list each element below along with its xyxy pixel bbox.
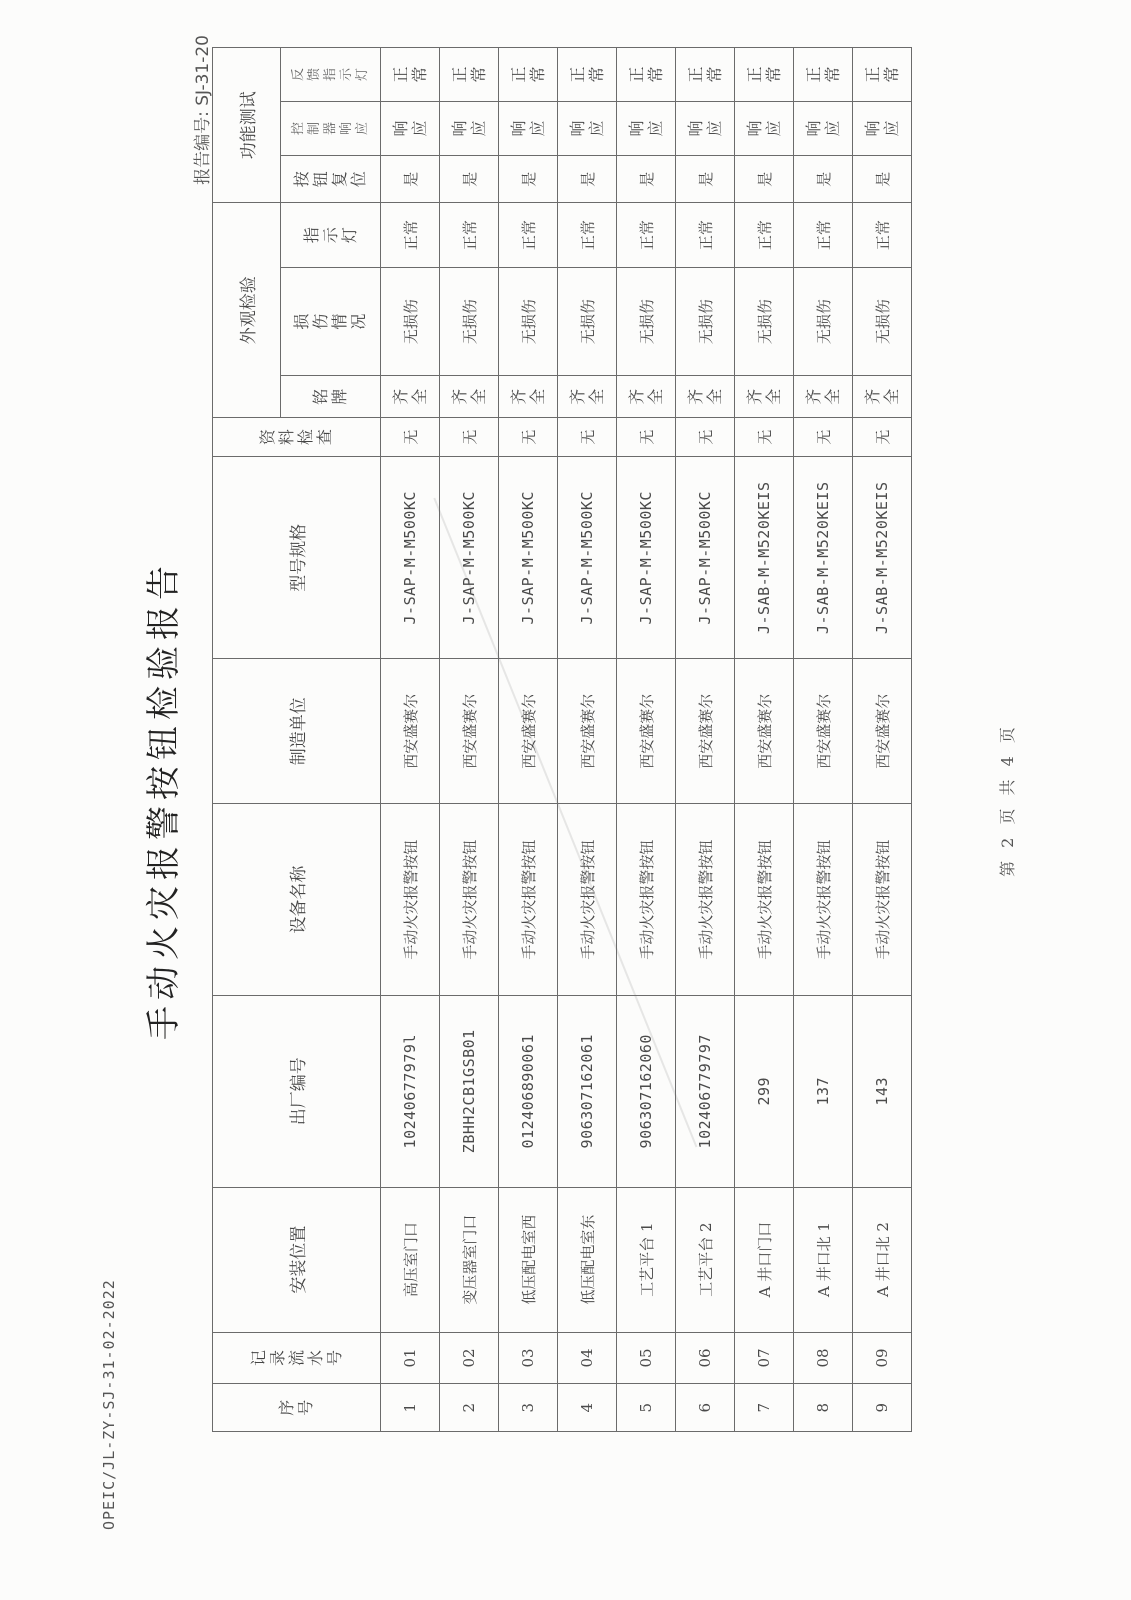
table-row (381, 48, 440, 1432)
table-row (499, 48, 558, 1432)
header-factory-no: 出厂编号 (213, 995, 381, 1187)
cell-nameplate: 齐全 (499, 376, 558, 417)
cell-damage: 无损伤 (853, 267, 912, 376)
cell-nameplate: 齐全 (735, 376, 794, 417)
cell-location: 工艺平台 2 (676, 1187, 735, 1332)
page-number: 第 2 页 共 4 页 (998, 723, 1017, 877)
cell-location: A 井口北 2 (853, 1187, 912, 1332)
cell-button-reset: 是 (381, 155, 440, 203)
cell-indicator: 正常 (735, 203, 794, 267)
cell-indicator: 正常 (558, 203, 617, 267)
cell-location: 工艺平台 1 (617, 1187, 676, 1332)
header-nameplate: 铭牌 (281, 376, 381, 417)
cell-indicator: 正常 (794, 203, 853, 267)
cell-manufacturer: 西安盛赛尔 (381, 659, 440, 804)
cell-model: J-SAP-M-M500KC (617, 457, 676, 659)
cell-manufacturer: 西安盛赛尔 (558, 659, 617, 804)
cell-device-name: 手动火灾报警按钮 (617, 804, 676, 996)
cell-indicator: 正常 (617, 203, 676, 267)
cell-damage: 无损伤 (676, 267, 735, 376)
cell-factory-no: 906307162061 (558, 995, 617, 1187)
cell-damage: 无损伤 (558, 267, 617, 376)
cell-controller-response: 响应 (617, 102, 676, 156)
cell-indicator: 正常 (853, 203, 912, 267)
cell-manufacturer: 西安盛赛尔 (853, 659, 912, 804)
cell-manufacturer: 西安盛赛尔 (617, 659, 676, 804)
cell-seq: 4 (558, 1384, 617, 1432)
cell-button-reset: 是 (853, 155, 912, 203)
cell-indicator: 正常 (381, 203, 440, 267)
cell-docs-check: 无 (853, 417, 912, 456)
header-button-reset: 按钮复位 (281, 155, 381, 203)
cell-device-name: 手动火灾报警按钮 (381, 804, 440, 996)
cell-location: 高压室门口 (381, 1187, 440, 1332)
cell-seq: 8 (794, 1384, 853, 1432)
header-indicator: 指示灯 (281, 203, 381, 267)
cell-nameplate: 齐全 (853, 376, 912, 417)
cell-location: 变压器室门口 (440, 1187, 499, 1332)
table-row (735, 48, 794, 1432)
cell-button-reset: 是 (440, 155, 499, 203)
cell-device-name: 手动火灾报警按钮 (558, 804, 617, 996)
cell-nameplate: 齐全 (676, 376, 735, 417)
cell-button-reset: 是 (735, 155, 794, 203)
cell-model: J-SAP-M-M500KC (440, 457, 499, 659)
cell-feedback-light: 正常 (558, 48, 617, 102)
table-row (558, 48, 617, 1432)
header-model: 型号规格 (213, 457, 381, 659)
report-number: 报告编号: SJ-31-20 (193, 35, 213, 185)
cell-factory-no: 143 (853, 995, 912, 1187)
cell-feedback-light: 正常 (617, 48, 676, 102)
cell-factory-no: 012406890061 (499, 995, 558, 1187)
cell-nameplate: 齐全 (794, 376, 853, 417)
cell-seq: 2 (440, 1384, 499, 1432)
cell-feedback-light: 正常 (499, 48, 558, 102)
table-row (853, 48, 912, 1432)
cell-factory-no: 137 (794, 995, 853, 1187)
cell-docs-check: 无 (676, 417, 735, 456)
cell-device-name: 手动火灾报警按钮 (735, 804, 794, 996)
cell-damage: 无损伤 (735, 267, 794, 376)
cell-seq: 6 (676, 1384, 735, 1432)
cell-damage: 无损伤 (381, 267, 440, 376)
report-title: 手动火灾报警按钮检验报告 (144, 560, 184, 1040)
cell-docs-check: 无 (381, 417, 440, 456)
cell-button-reset: 是 (676, 155, 735, 203)
cell-damage: 无损伤 (499, 267, 558, 376)
cell-model: J-SAP-M-M500KC (558, 457, 617, 659)
cell-record-no: 06 (676, 1332, 735, 1384)
cell-record-no: 08 (794, 1332, 853, 1384)
cell-record-no: 02 (440, 1332, 499, 1384)
table-row (440, 48, 499, 1432)
header-device-name: 设备名称 (213, 804, 381, 996)
cell-feedback-light: 正常 (735, 48, 794, 102)
cell-seq: 9 (853, 1384, 912, 1432)
cell-indicator: 正常 (499, 203, 558, 267)
cell-nameplate: 齐全 (440, 376, 499, 417)
cell-button-reset: 是 (499, 155, 558, 203)
cell-feedback-light: 正常 (381, 48, 440, 102)
cell-device-name: 手动火灾报警按钮 (440, 804, 499, 996)
cell-manufacturer: 西安盛赛尔 (499, 659, 558, 804)
header-damage: 损伤情况 (281, 267, 381, 376)
header-appearance: 外观检验 (213, 203, 281, 417)
cell-controller-response: 响应 (794, 102, 853, 156)
cell-damage: 无损伤 (794, 267, 853, 376)
cell-device-name: 手动火灾报警按钮 (853, 804, 912, 996)
cell-indicator: 正常 (676, 203, 735, 267)
header-manufacturer: 制造单位 (213, 659, 381, 804)
cell-docs-check: 无 (440, 417, 499, 456)
cell-device-name: 手动火灾报警按钮 (794, 804, 853, 996)
cell-factory-no: 102406779797 (676, 995, 735, 1187)
inspection-table (212, 47, 912, 1432)
cell-docs-check: 无 (794, 417, 853, 456)
cell-model: J-SAP-M-M500KC (676, 457, 735, 659)
cell-model: J-SAP-M-M500KC (381, 457, 440, 659)
cell-indicator: 正常 (440, 203, 499, 267)
header-controller-response: 控制器响应 (281, 102, 381, 156)
cell-seq: 5 (617, 1384, 676, 1432)
cell-device-name: 手动火灾报警按钮 (499, 804, 558, 996)
cell-button-reset: 是 (558, 155, 617, 203)
table-row (617, 48, 676, 1432)
header-location: 安装位置 (213, 1187, 381, 1332)
cell-record-no: 09 (853, 1332, 912, 1384)
cell-manufacturer: 西安盛赛尔 (794, 659, 853, 804)
cell-record-no: 05 (617, 1332, 676, 1384)
cell-docs-check: 无 (735, 417, 794, 456)
header-seq: 序号 (213, 1384, 381, 1432)
cell-device-name: 手动火灾报警按钮 (676, 804, 735, 996)
cell-docs-check: 无 (558, 417, 617, 456)
cell-manufacturer: 西安盛赛尔 (735, 659, 794, 804)
cell-feedback-light: 正常 (853, 48, 912, 102)
cell-nameplate: 齐全 (558, 376, 617, 417)
cell-model: J-SAP-M-M500KC (499, 457, 558, 659)
document-code: OPEIC/JL-ZY-SJ-31-02-2022 (100, 1279, 118, 1530)
header-function-test: 功能测试 (213, 48, 281, 204)
cell-manufacturer: 西安盛赛尔 (676, 659, 735, 804)
cell-record-no: 07 (735, 1332, 794, 1384)
cell-controller-response: 响应 (853, 102, 912, 156)
table-row (676, 48, 735, 1432)
cell-model: J-SAB-M-M520KEIS (794, 457, 853, 659)
cell-factory-no: 906307162060 (617, 995, 676, 1187)
cell-location: A 井口北 1 (794, 1187, 853, 1332)
cell-seq: 1 (381, 1384, 440, 1432)
cell-damage: 无损伤 (440, 267, 499, 376)
cell-factory-no: 299 (735, 995, 794, 1187)
cell-record-no: 04 (558, 1332, 617, 1384)
cell-location: 低压配电室东 (558, 1187, 617, 1332)
cell-record-no: 01 (381, 1332, 440, 1384)
cell-controller-response: 响应 (499, 102, 558, 156)
cell-controller-response: 响应 (381, 102, 440, 156)
cell-button-reset: 是 (794, 155, 853, 203)
cell-location: 低压配电室西 (499, 1187, 558, 1332)
cell-model: J-SAB-M-M520KEIS (735, 457, 794, 659)
cell-damage: 无损伤 (617, 267, 676, 376)
cell-nameplate: 齐全 (381, 376, 440, 417)
cell-button-reset: 是 (617, 155, 676, 203)
cell-manufacturer: 西安盛赛尔 (440, 659, 499, 804)
cell-seq: 3 (499, 1384, 558, 1432)
cell-location: A 井口门口 (735, 1187, 794, 1332)
cell-docs-check: 无 (617, 417, 676, 456)
table-row (794, 48, 853, 1432)
cell-nameplate: 齐全 (617, 376, 676, 417)
header-feedback-light: 反馈指示灯 (281, 48, 381, 102)
cell-factory-no: 10240677979l (381, 995, 440, 1187)
header-record-no: 记录流水号 (213, 1332, 381, 1384)
header-docs-check: 资料检查 (213, 417, 381, 456)
cell-feedback-light: 正常 (794, 48, 853, 102)
cell-feedback-light: 正常 (676, 48, 735, 102)
cell-controller-response: 响应 (440, 102, 499, 156)
cell-factory-no: ZBHH2CB1GSB01 (440, 995, 499, 1187)
cell-controller-response: 响应 (558, 102, 617, 156)
cell-feedback-light: 正常 (440, 48, 499, 102)
cell-record-no: 03 (499, 1332, 558, 1384)
cell-docs-check: 无 (499, 417, 558, 456)
cell-model: J-SAB-M-M520KEIS (853, 457, 912, 659)
cell-seq: 7 (735, 1384, 794, 1432)
cell-controller-response: 响应 (676, 102, 735, 156)
cell-controller-response: 响应 (735, 102, 794, 156)
